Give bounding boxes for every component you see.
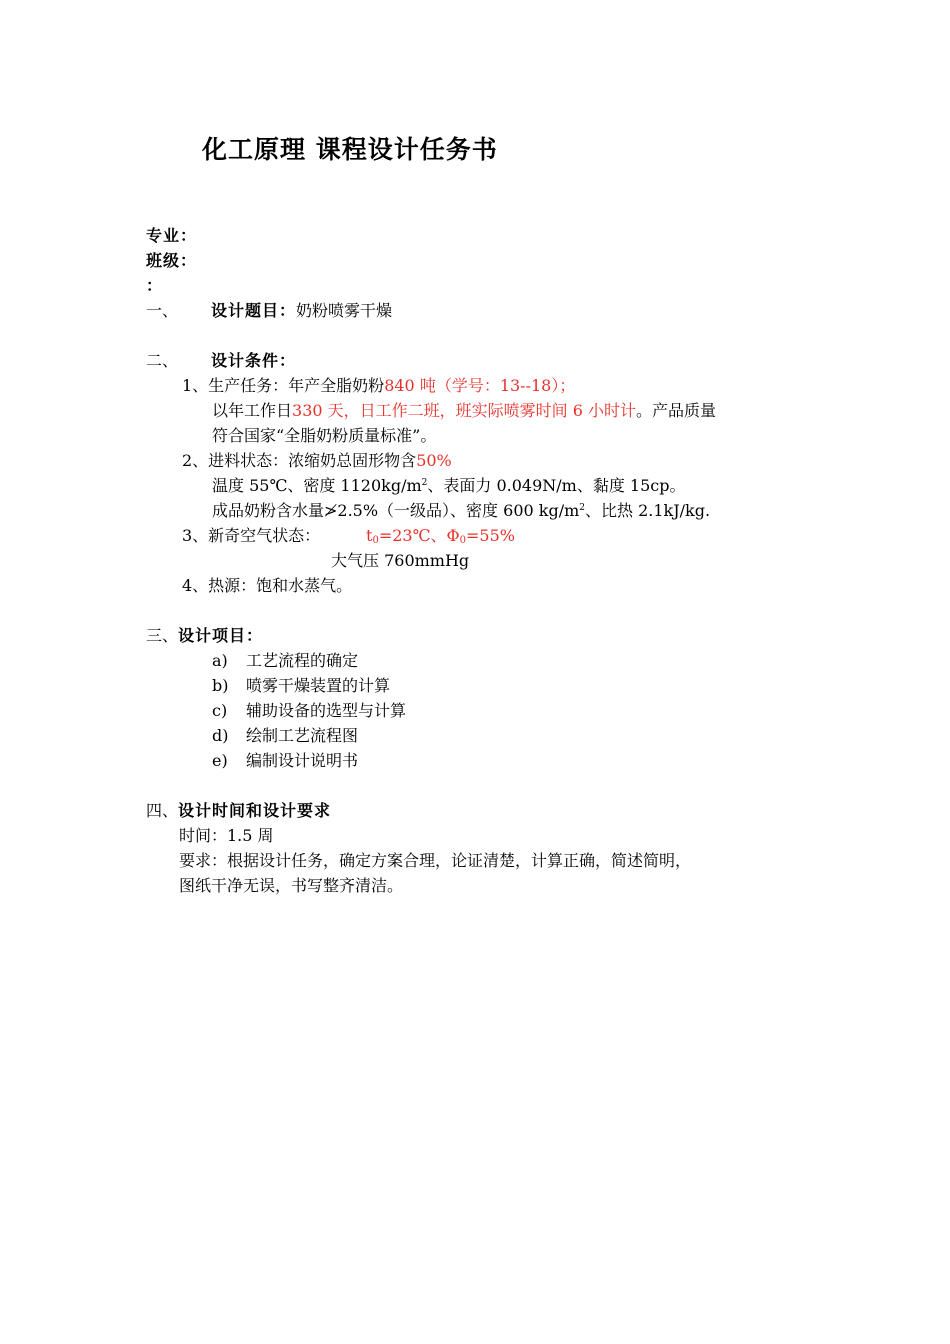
list-item-text: 编制设计说明书 bbox=[246, 751, 359, 770]
list-item bbox=[212, 753, 228, 769]
feed-properties-b: 、表面力 0.049N/m、黏度 15cp。 bbox=[427, 476, 686, 495]
temperature-value: =23℃、 bbox=[378, 526, 447, 545]
section1-label: 设计题目： bbox=[211, 301, 297, 320]
production-schedule-line bbox=[212, 403, 716, 419]
production-task-prefix: 1、生产任务：年产全脂奶粉 bbox=[182, 376, 385, 395]
list-item-text: 绘制工艺流程图 bbox=[246, 726, 359, 745]
section3-label: 设计项目： bbox=[178, 626, 264, 645]
design-requirements-line1: 要求：根据设计任务，确定方案合理，论证清楚，计算正确，简述简明， bbox=[179, 851, 692, 870]
list-marker: e) bbox=[212, 751, 228, 770]
section2-number: 二、 bbox=[146, 351, 179, 370]
product-properties-line bbox=[212, 503, 710, 519]
temperature-subscript: 0 bbox=[372, 535, 379, 546]
extra-field-label: ： bbox=[146, 276, 164, 295]
product-properties-b: 、比热 2.1kJ/kg. bbox=[585, 501, 711, 520]
section1-number: 一、 bbox=[146, 301, 179, 320]
list-item bbox=[212, 703, 227, 719]
list-marker: a) bbox=[212, 651, 228, 670]
product-properties-a: 成品奶粉含水量≯2.5%（一级品）、密度 600 kg/m bbox=[212, 501, 580, 520]
condition-heat-source: 4、热源：饱和水蒸气。 bbox=[182, 576, 353, 595]
list-marker: c) bbox=[212, 701, 228, 720]
section4-label: 设计时间和设计要求 bbox=[178, 801, 332, 820]
list-marker: d) bbox=[212, 726, 229, 745]
list-item-text: 喷雾干燥装置的计算 bbox=[246, 676, 391, 695]
feed-properties-a: 温度 55℃、密度 1120kg/m bbox=[212, 476, 422, 495]
production-task-amount: 840 吨（学号：13--18）； bbox=[384, 376, 576, 395]
condition-production-task bbox=[182, 378, 575, 394]
list-item bbox=[212, 653, 228, 669]
section3-number: 三、 bbox=[146, 626, 179, 645]
feed-state-prefix: 2、进料状态：浓缩奶总固形物含 bbox=[182, 451, 417, 470]
list-item-text: 辅助设备的选型与计算 bbox=[246, 701, 407, 720]
design-time: 时间：1.5 周 bbox=[179, 826, 274, 845]
section3-heading bbox=[146, 628, 263, 644]
feed-solid-content: 50% bbox=[416, 451, 452, 470]
condition-fresh-air-label: 3、新奇空气状态： bbox=[182, 526, 321, 545]
condition-feed-state bbox=[182, 453, 452, 469]
document-title: 化工原理 课程设计任务书 bbox=[202, 135, 498, 164]
section1-value: 奶粉喷雾干燥 bbox=[296, 301, 393, 320]
fresh-air-values bbox=[366, 528, 515, 544]
class-field-label: 班级： bbox=[146, 251, 198, 270]
list-item bbox=[212, 728, 228, 744]
schedule-detail: 330 天，日工作二班，班实际喷雾时间 6 小时计 bbox=[292, 401, 636, 420]
list-item bbox=[212, 678, 228, 694]
major-field-label: 专业： bbox=[146, 226, 198, 245]
section4-heading bbox=[146, 803, 331, 819]
product-density-exponent: 2 bbox=[579, 503, 586, 513]
list-item-text: 工艺流程的确定 bbox=[246, 651, 359, 670]
list-marker: b) bbox=[212, 676, 229, 695]
humidity-subscript: 0 bbox=[459, 535, 466, 546]
design-requirements-line2: 图纸干净无误，书写整齐清洁。 bbox=[179, 876, 404, 895]
feed-properties-line bbox=[212, 478, 686, 494]
humidity-symbol: Φ bbox=[446, 526, 460, 545]
section1-heading bbox=[211, 303, 392, 319]
quality-standard-line: 符合国家“全脂奶粉质量标准”。 bbox=[212, 426, 437, 445]
section4-number: 四、 bbox=[146, 801, 179, 820]
atmospheric-pressure-line: 大气压 760mmHg bbox=[331, 551, 470, 570]
temperature-symbol: t bbox=[366, 526, 373, 545]
schedule-prefix: 以年工作日 bbox=[212, 401, 293, 420]
humidity-value: =55% bbox=[465, 526, 515, 545]
section2-label: 设计条件： bbox=[211, 351, 297, 370]
schedule-suffix: 。产品质量 bbox=[636, 401, 717, 420]
feed-density-exponent: 2 bbox=[421, 478, 428, 488]
